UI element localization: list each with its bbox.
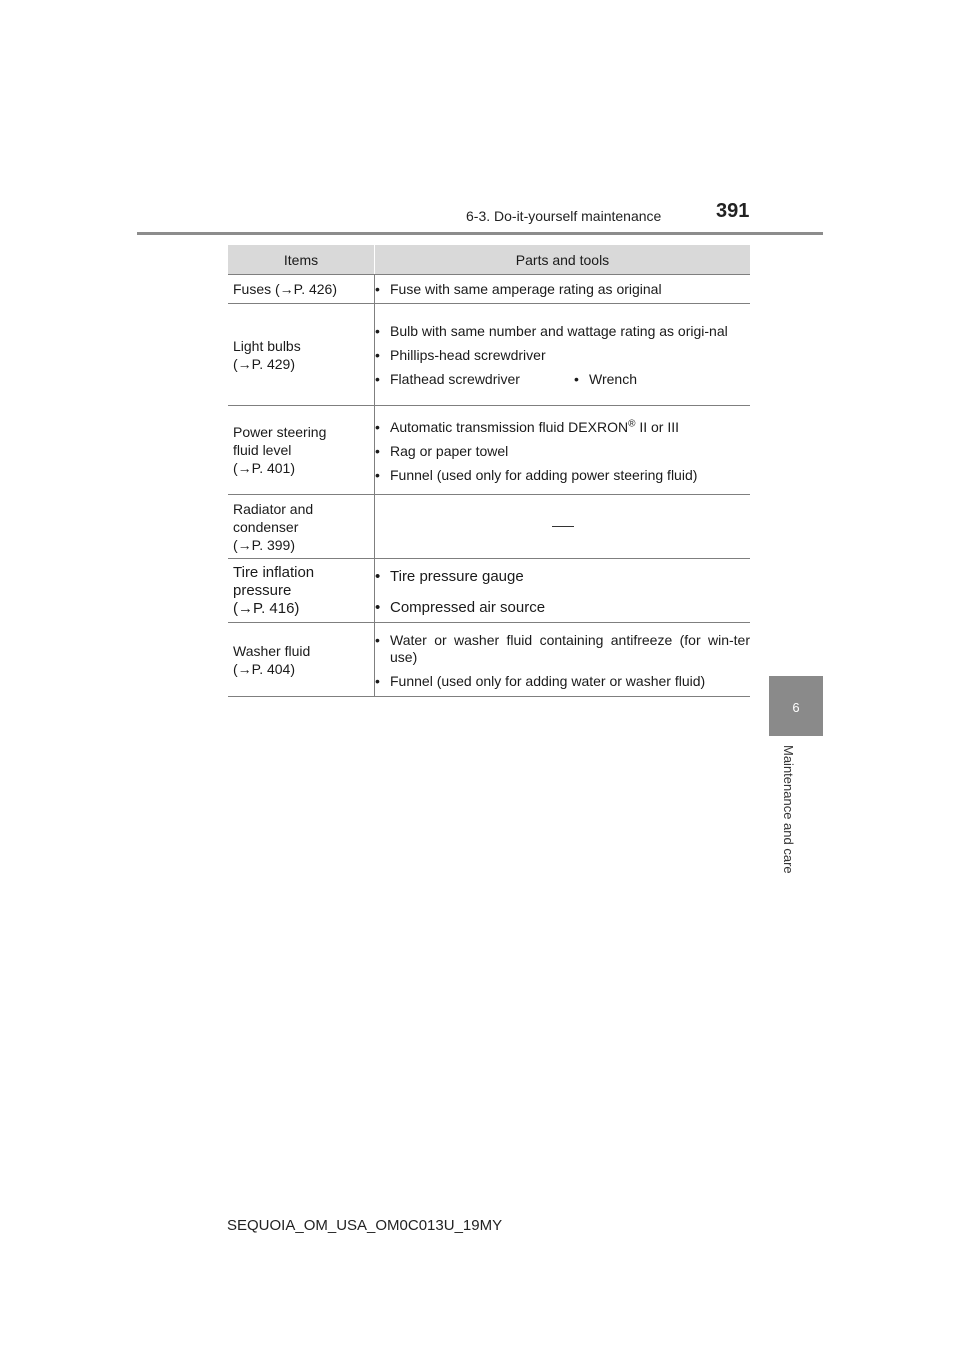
table-header-row <box>228 245 750 275</box>
item-page-ref: (→P. 404) <box>233 660 295 677</box>
chapter-tab <box>769 676 823 736</box>
header-rule <box>137 232 823 235</box>
list-item: • Bulb with same number and wattage rating as origi-nal <box>375 323 750 340</box>
fluid-grade: II or III <box>635 418 680 435</box>
table-row <box>228 623 750 697</box>
table-row <box>228 559 750 623</box>
list-item: • Water or washer fluid containing antifreeze (for win-ter use) <box>375 632 750 666</box>
column-header-parts: Parts and tools <box>375 245 751 275</box>
list-item: • Fuse with same amperage rating as original <box>375 281 750 298</box>
item-name: Radiator and <box>233 500 314 517</box>
item-cell <box>228 406 375 495</box>
table-row <box>228 275 750 304</box>
list-item: • Rag or paper towel <box>375 443 750 460</box>
page-number: 391 <box>716 200 750 222</box>
none-dash <box>375 499 750 555</box>
item-name: Washer fluid <box>233 642 311 659</box>
item-name: fluid level <box>233 442 292 458</box>
parts-cell <box>375 559 751 623</box>
parts-cell <box>375 275 751 304</box>
item-page-ref: (→P. 416) <box>233 599 300 617</box>
list-item: • Funnel (used only for adding power steering fluid) <box>375 467 750 484</box>
list-item: • Phillips-head screwdriver <box>375 347 750 364</box>
column-header-items: Items <box>228 245 375 275</box>
section-title: 6-3. Do-it-yourself maintenance <box>466 208 662 224</box>
item-name: pressure <box>233 581 292 599</box>
parts-cell <box>375 495 751 559</box>
item-name: Power steering <box>233 424 327 440</box>
list-item: • Flathead screwdriver <box>375 371 574 388</box>
list-item <box>375 419 750 436</box>
item-page-ref: (→P. 429) <box>233 355 295 372</box>
item-name: condenser <box>233 518 299 535</box>
list-item: • Wrench <box>574 371 637 388</box>
item-cell <box>228 275 375 304</box>
chapter-label: Maintenance and care <box>781 745 796 874</box>
table-row <box>228 406 750 495</box>
parts-cell <box>375 623 751 697</box>
parts-cell <box>375 406 751 495</box>
item-page-ref: (→P. 399) <box>233 536 295 553</box>
chapter-number: 6 <box>792 700 800 715</box>
parts-and-tools-table <box>228 245 750 697</box>
item-cell <box>228 304 375 406</box>
list-item: • Funnel (used only for adding water or washer fluid) <box>375 673 750 690</box>
fluid-name: Automatic transmission fluid DEXRON <box>390 418 629 435</box>
document-code: SEQUOIA_OM_USA_OM0C013U_19MY <box>227 1217 503 1234</box>
item-cell <box>228 495 375 559</box>
item-name: Light bulbs <box>233 337 301 354</box>
table-row <box>228 495 750 559</box>
parts-cell <box>375 304 751 406</box>
list-item-pair <box>375 371 750 388</box>
list-item: • Tire pressure gauge <box>375 568 750 585</box>
item-name: Fuses (→P. 426) <box>233 281 338 297</box>
list-item: • Compressed air source <box>375 599 750 616</box>
table-row <box>228 304 750 406</box>
item-name: Tire inflation <box>233 563 315 581</box>
item-page-ref: (→P. 401) <box>233 460 295 476</box>
item-cell <box>228 559 375 623</box>
registered-mark: ® <box>628 417 636 429</box>
item-cell <box>228 623 375 697</box>
